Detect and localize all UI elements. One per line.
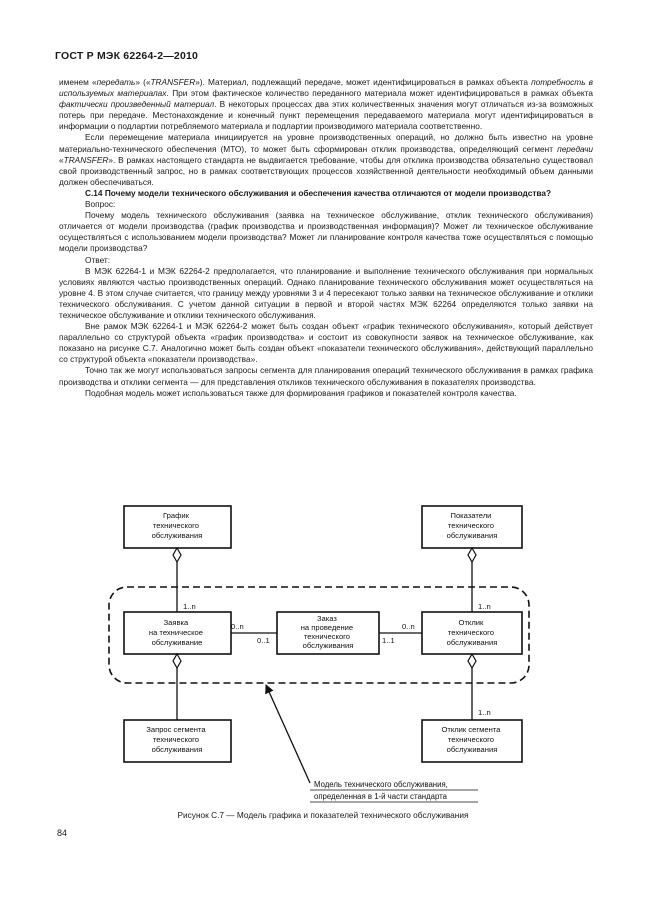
svg-text:Отклик технического: Отклик технического обслуживания [446, 618, 498, 647]
paragraph: В МЭК 62264-1 и МЭК 62264-2 предполагается, что планирование и выполнение технического обслуживания при нормальных условиях являются частью производственных операций. Однако планирование технического обслуживания может осуществляться на уровне 4. В этом случае считается, что границу между уровнями 3 и 4 пересекают только заявки на техническое обслуживание и отклики технического обслуживания. С учетом данной ситуации в первой и второй частях МЭК 62264 определяются только заявки на техническое обслуживание и отклики технического обслуживания. [59, 265, 593, 320]
italic-term: фактически произведенный материал [59, 99, 215, 110]
paragraph: именем «передать» («TRANSFER»). Материал, подлежащий передаче, может идентифицироваться в рамках объекта потребность в используемых материалах. При этом фактическое количество переданного материала может идентифицироваться в рамках объекта фактически произведенный материал. В некоторых процессах два этих количественных значения могут отличаться из-за возможных потерь при передаче. Местонахождение и конечный пункт перемещения передаваемого материала могут идентифицироваться в информации о подлартии потребляемого материала и подлартии производимого материала соответственно. [59, 77, 593, 132]
mult-response-segment: 1..n [478, 708, 491, 717]
paragraph: Ответ: [85, 254, 111, 265]
diamond-request [173, 654, 181, 668]
italic-term: TRANSFER [63, 154, 109, 165]
paragraph: Вне рамок МЭК 62264-1 и МЭК 62264-2 может быть создан объект «график технического обслуживания», который действует параллельно со структурой объекта «график производства» и состоит из совокупности заявок на техническое обслуживание, как показано на рисунке С.7. Аналогично может быть создан объект «показатели технического обслуживания», действующий параллельно со структурой объекта «показатели производства». [59, 321, 593, 365]
svg-text:Отклик сегмента техничес: Отклик сегмента технического обслуживания [441, 725, 501, 754]
paragraph: Почему модель технического обслуживания (заявка на техническое обслуживание, отклик технического обслуживания) отличается от модели производства (график производства и производственная информация)? Может ли техническое обслуживание осуществляться с использованием модели производства? Может ли планирование контроля качества тоже осуществляться с помощью модели производства? [59, 210, 593, 254]
svg-text:Показатели технического: Показатели технического обслуживания [446, 511, 498, 540]
mult-order-response-right: 0..n [402, 622, 415, 631]
svg-text:Запрос сегмента техничес: Запрос сегмента технического обслуживания [146, 725, 206, 754]
mult-order-response-left: 1..1 [382, 636, 395, 645]
note-text: Модель технического обслуживания, определенная в 1-й части стандарта [314, 780, 448, 801]
page-number: 84 [57, 828, 68, 838]
paragraph: Точно так же могут использоваться запросы сегмента для планирования операций технического обслуживания в рамках графика производства и отклики сегмента — для представления откликов технического обслуживания в показателях производства. [59, 365, 593, 387]
uml-diagram [100, 498, 540, 808]
segment-request-box [124, 720, 231, 762]
paragraph: Подобная модель может использоваться также для формирования графиков и показателей контроля качества. [85, 387, 517, 398]
svg-text:Заявка на техническое: Заявка на техническое обслуживание [148, 618, 203, 647]
paragraph: С.14 Почему модели технического обслуживания и обеспечения качества отличаются от модели производства? [85, 187, 552, 198]
mult-request-order-left: 0..n [231, 622, 244, 631]
paragraph: Если перемещение материала инициируется на уровне производственных операций, но должно быть известно на уровне материально-технического обеспечения (МТО), то может быть сформирован отклик производства, определяющий сегмент передачи «TRANSFER». В рамках настоящего стандарта не выдвигается требование, чтобы для отклика производства обязательно существовал свой производственный запрос, но в рамках соответствующих процессов хозяйственной деятельности необходимый объем данными должен обеспечиваться. [59, 132, 593, 187]
diamond-performance [468, 548, 476, 562]
diamond-schedule [173, 548, 181, 562]
segment-response-box [422, 720, 522, 762]
order-box [277, 612, 379, 654]
italic-term: передать [96, 77, 136, 87]
document-header: ГОСТ Р МЭК 62264-2—2010 [55, 50, 199, 62]
italic-term: передачи [557, 143, 593, 154]
svg-text:Заказ на проведение: Заказ на проведение технического обслуживания [300, 614, 354, 650]
note-arrow [266, 685, 310, 783]
performance-box [422, 506, 522, 548]
mult-schedule-request: 1..n [183, 602, 196, 611]
svg-text:График технического: График технического обслуживания [151, 511, 203, 540]
response-box [422, 612, 522, 654]
figure-c7 [100, 498, 540, 813]
mult-performance-response: 1..n [478, 602, 491, 611]
figure-caption: Рисунок С.7 — Модель графика и показателей технического обслуживания [177, 810, 469, 820]
request-box [124, 612, 231, 654]
italic-term: потребность в используемых материалах [59, 77, 593, 99]
diamond-response [468, 654, 476, 668]
schedule-box [124, 506, 231, 548]
italic-term: TRANSFER [150, 77, 196, 87]
body-text [59, 77, 593, 399]
paragraph: Вопрос: [85, 199, 116, 210]
mult-request-order-right: 0..1 [257, 636, 270, 645]
